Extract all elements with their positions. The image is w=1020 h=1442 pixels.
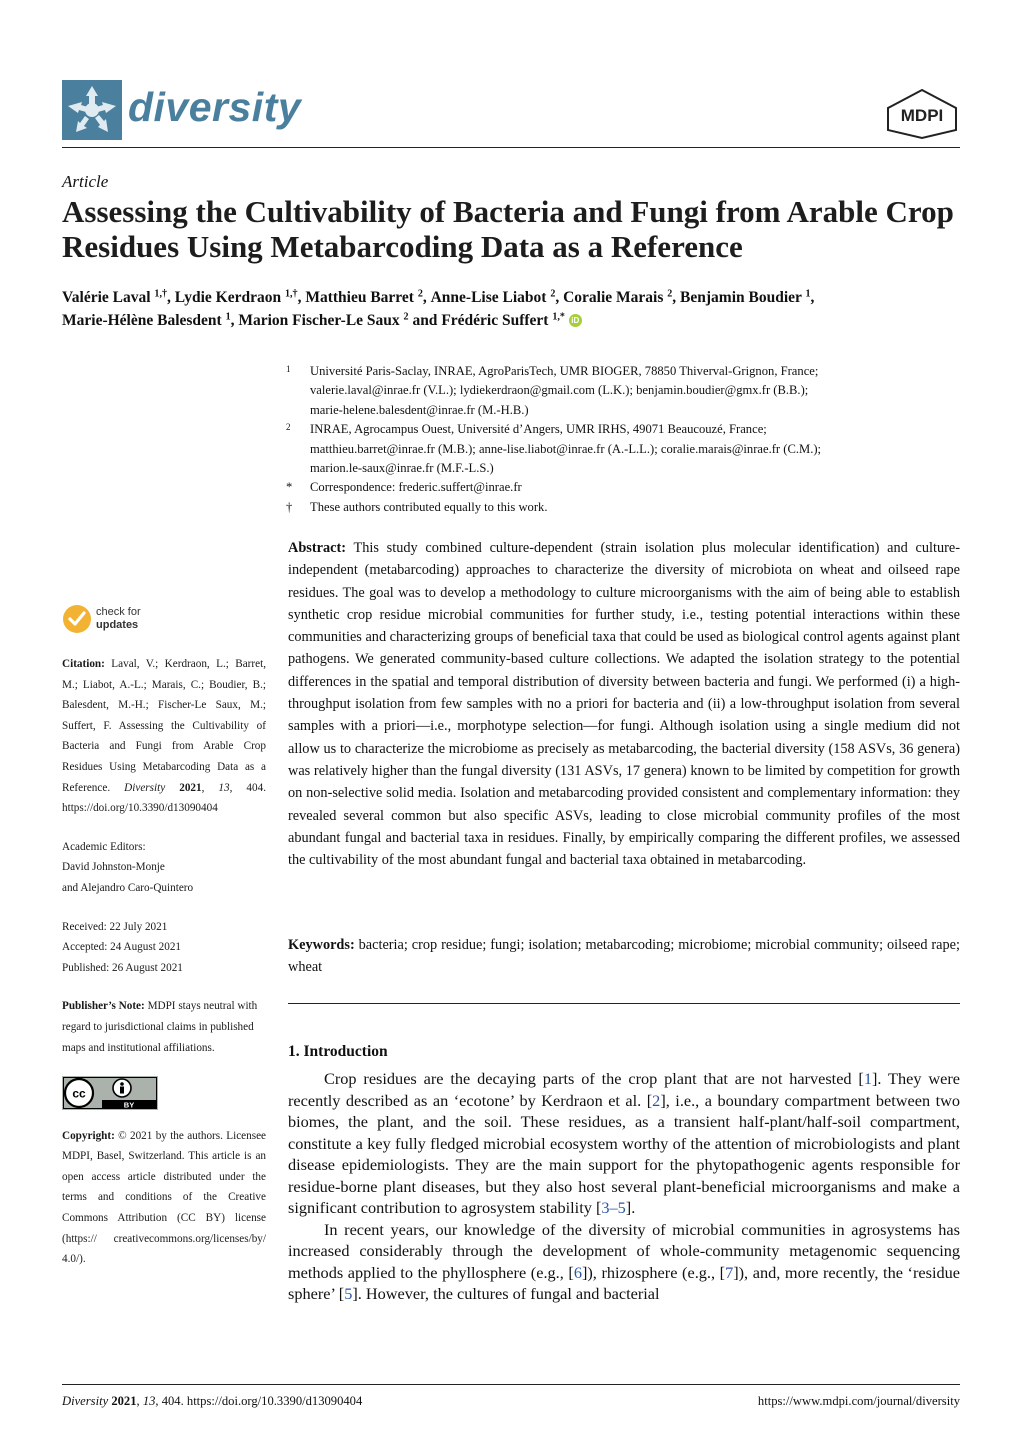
- copyright: [62, 1126, 266, 1270]
- citation-link[interactable]: 7: [725, 1262, 734, 1282]
- citation-doi[interactable]: , 404. https://doi.org/10.3390/d13090404: [62, 781, 267, 815]
- citation-link[interactable]: 2: [652, 1090, 661, 1110]
- dates: [62, 917, 266, 979]
- keywords-text: bacteria; crop residue; fungi; isolation; metabarcoding; microbiome; microbial community; oilseed rape; wheat: [288, 937, 960, 976]
- affiliation-line: INRAE, Agrocampus Ouest, Université d’Angers, UMR IRHS, 49071 Beaucouzé, France;: [310, 422, 767, 437]
- copyright-label: Copyright:: [62, 1129, 115, 1142]
- section-heading: 1. Introduction: [288, 1043, 388, 1060]
- affiliation-line: marie-helene.balesdent@inrae.fr (M.-H.B.): [310, 402, 529, 417]
- citation-text: Laval, V.; Kerdraon, L.; Barret, M.; Liabot, A.-L.; Marais, C.; Boudier, B.; Balesdent, M.-H.; Fischer-Le Saux, M.; Suffert, F. Assessing the Cultivability of Bacteria and Fungi from Arable Crop Residues Using Metabarcoding Data as a Reference.: [62, 658, 267, 794]
- check-for-updates-icon: [62, 604, 92, 634]
- correspondence: [286, 478, 960, 497]
- citation-link[interactable]: 5: [344, 1284, 353, 1303]
- mdpi-logo-icon: [884, 88, 960, 140]
- abstract-label: Abstract:: [288, 540, 346, 556]
- author: Valérie Laval $^{1,\dagger}$,: [62, 288, 175, 306]
- footer-year: 2021: [111, 1394, 137, 1408]
- author: Marion Fischer-Le Saux $^2$ and: [238, 311, 442, 329]
- received-date: Received: 22 July 2021: [62, 920, 168, 933]
- paragraph: Crop residues are the decaying parts of the crop plant that are not harvested [1]. They were recently described as an ‘ecotone’ by Kerdraon et al. [2], i.e., a boundary compartment between two biomes, the plant, and the soil. These residues, as a transient half-plant/half-soil compartment, constitute a key fully fledged microbial ecosystem worthy of the attention of microbiologists and plant disease epidemiologists. They are the main support for the phytopathogenic agents responsible for residue-borne plant diseases, but they also host several plant-beneficial microorganisms and make a significant contribution to agrosystem stability [3–5].: [288, 1069, 960, 1217]
- affiliation-mark: 1: [286, 364, 291, 374]
- editor-name: David Johnston-Monje: [62, 861, 165, 874]
- sidebar: [62, 600, 266, 1270]
- author: Matthieu Barret $^2$,: [305, 288, 431, 306]
- affiliation-2: [286, 420, 960, 478]
- citation-journal: Diversity: [124, 781, 166, 794]
- masthead: [62, 70, 960, 150]
- affiliation-1: [286, 362, 960, 420]
- abstract: [288, 537, 960, 871]
- cc-by-label: BY: [123, 1100, 135, 1110]
- check-for-updates-badge[interactable]: [62, 600, 266, 640]
- equal-contribution-note: [286, 498, 960, 517]
- introduction-body: [288, 1068, 960, 1305]
- citation-label: Citation:: [62, 658, 105, 670]
- article-type: Article: [62, 172, 109, 191]
- footer-volume: 13: [142, 1394, 156, 1408]
- footer-doi[interactable]: , 404. https://doi.org/10.3390/d13090404: [155, 1394, 363, 1408]
- academic-editors: [62, 837, 266, 899]
- affiliation-line: Université Paris-Saclay, INRAE, AgroParisTech, UMR BIOGER, 78850 Thiverval-Grignon, France;: [310, 364, 819, 378]
- orcid-icon[interactable]: iD: [569, 314, 582, 327]
- author: Anne-Lise Liabot $^2$,: [430, 288, 564, 306]
- publisher-note: [62, 996, 266, 1058]
- footer-citation: Diversity 2021, 13, 404. https://doi.org/10.3390/d13090404: [62, 1394, 363, 1408]
- affiliation-line: marion.le-saux@inrae.fr (M.F.-L.S.): [310, 461, 494, 476]
- affiliation-mark: 2: [286, 422, 291, 433]
- keywords-label: Keywords:: [288, 937, 355, 953]
- citation-link[interactable]: 6: [573, 1262, 582, 1282]
- cc-by-license-icon[interactable]: [62, 1076, 158, 1110]
- publisher-note-text: MDPI stays neutral with regard to jurisdictional claims in published maps and institutional affiliations.: [62, 1000, 258, 1054]
- equal-contribution-line: These authors contributed equally to this work.: [310, 499, 548, 514]
- citation-link[interactable]: 3–5: [601, 1198, 626, 1217]
- accepted-date: Accepted: 24 August 2021: [62, 941, 182, 954]
- header-divider: [62, 147, 960, 148]
- check-label-1: check for: [96, 606, 141, 618]
- citation-year: 2021: [179, 781, 202, 794]
- author: Coralie Marais $^2$,: [563, 288, 681, 306]
- author: Frédéric Suffert $^{1,*}$: [441, 311, 565, 329]
- publisher-name: MDPI: [900, 106, 944, 125]
- affiliation-line: matthieu.barret@inrae.fr (M.B.); anne-lise.liabot@inrae.fr (A.-L.L.); coralie.marais@inrae.fr (C.M.);: [310, 441, 822, 456]
- author: Benjamin Boudier $^1$,: [680, 288, 815, 306]
- published-date: Published: 26 August 2021: [62, 961, 183, 974]
- copyright-text: © 2021 by the authors. Licensee MDPI, Basel, Switzerland. This article is an open access article distributed under the terms and conditions of the Creative Commons Attribution (CC BY) license (https:// creativecommons.org/licenses/by/ 4.0/).: [62, 1129, 266, 1266]
- abstract-text: This study combined culture-dependent (strain isolation plus molecular identification) and culture-independent (metabarcoding) approaches to characterize the diversity of microbiota on wheat and oilseed rape residues. The goal was to develop a methodology to culture microorganisms with the aim of being able to establish synthetic crop residue microbial communities for further study, i.e., testing potential interactions within these communities and characterizing groups of beneficial taxa that could be used as biological control agents against plant pathogens. We generated community-based culture collections. We adapted the isolation strategy to the potential differences in the spatial and temporal distribution of diversity between bacteria and fungi. We performed (i) a high-throughput isolation from few samples with no a priori for bacteria and (ii) a low-throughput isolation from several samples with a priori—i.e., morphotype selection—for fungi. Although isolation using a single medium did not allow us to characterize the microbiome as precisely as metabarcoding, the bacterial diversity (158 ASVs, 36 genera) was relatively higher than the fungal diversity (131 ASVs, 17 genera) known to be limited by competition for growth on non-selective solid media. Isolation and metabarcoding provided consistent and complementary information: they revealed several common but also specific ASVs, leading to close microbial community profiles of the most abundant fungal and bacterial taxa in residues. Finally, by empirically comparing the different profiles, we assessed the cultivability of the most abundant fungal and bacterial taxa obtained in metabarcoding.: [288, 540, 960, 869]
- svg-text:cc: cc: [72, 1086, 86, 1101]
- correspondence-line: Correspondence: frederic.suffert@inrae.fr: [310, 480, 522, 495]
- paragraph: In recent years, our knowledge of the diversity of microbial communities in agrosystems has increased considerably through the development of whole-community metagenomic sequencing methods applied to the phyllosphere (e.g., [6]), rhizosphere (e.g., [7]), and, more recently, the ‘residue sphere’ [5]. However, the cultures of fungal and bacterial: [288, 1219, 960, 1303]
- author: Lydie Kerdraon $^{1,\dagger}$,: [174, 288, 306, 306]
- keywords-divider: [288, 1003, 960, 1004]
- citation-link[interactable]: 1: [863, 1069, 872, 1088]
- journal-name: diversity: [128, 84, 302, 130]
- citation-volume: 13: [218, 781, 230, 794]
- journal-logo-icon: [62, 80, 122, 140]
- affiliations: [286, 362, 960, 517]
- affiliation-mark: †: [286, 499, 293, 514]
- publisher-note-label: Publisher’s Note:: [62, 1000, 145, 1013]
- paper-title: Assessing the Cultivability of Bacteria and Fungi from Arable Crop Residues Using Metabarcoding Data as a Reference: [62, 194, 954, 264]
- editors-label: Academic Editors:: [62, 840, 146, 853]
- affiliation-line: valerie.laval@inrae.fr (V.L.); lydiekerdraon@gmail.com (L.K.); benjamin.boudier@gmx.fr (B.B.);: [310, 383, 809, 398]
- footer-journal: Diversity: [62, 1394, 109, 1408]
- citation: Citation: Laval, V.; Kerdraon, L.; Barret, M.; Liabot, A.-L.; Marais, C.; Boudier, B.; Balesdent, M.-H.; Fischer-Le Saux, M.; Suffert, F. Assessing the Cultivability of Bacteria and Fungi from Arable Crop Residues Using Metabarcoding Data as a Reference. Diversity 2021, 13, 404. https://doi.org/10.3390/d13090404: [62, 658, 267, 815]
- footer-journal-url[interactable]: https://www.mdpi.com/journal/diversity: [757, 1394, 960, 1408]
- editor-name: and Alejandro Caro-Quintero: [62, 881, 194, 894]
- keywords: [288, 934, 960, 979]
- affiliation-mark: *: [286, 480, 293, 495]
- check-label-2: updates: [96, 619, 139, 631]
- author-list: [62, 286, 960, 332]
- footer-divider: [62, 1384, 960, 1385]
- author: Marie-Hélène Balesdent $^1$,: [62, 311, 239, 329]
